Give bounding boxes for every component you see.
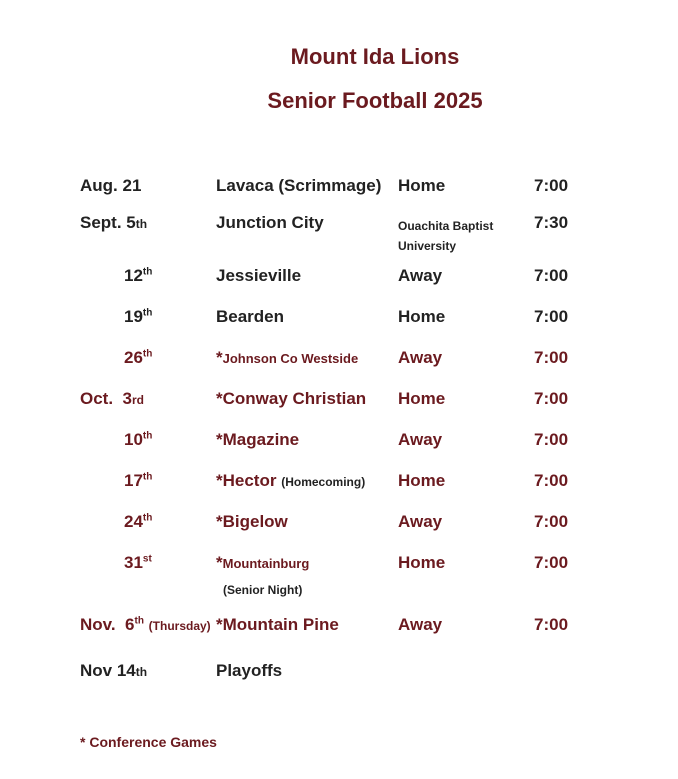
game-time: 7:00	[534, 512, 569, 531]
date-suffix: th	[135, 217, 148, 231]
game-location: Home	[398, 553, 446, 572]
game-date: Aug. 21	[80, 176, 142, 195]
date-suffix: th	[142, 471, 153, 483]
game-location: Home	[398, 176, 446, 195]
game-opponent	[216, 472, 365, 489]
date-suffix: th	[142, 307, 153, 319]
date-main: 17	[124, 471, 143, 490]
game-date	[80, 662, 147, 679]
game-time: 7:00	[534, 430, 569, 449]
game-time: 7:00	[534, 389, 569, 408]
opponent-name: Mountainburg	[222, 556, 310, 571]
game-time: 7:00	[534, 176, 569, 195]
game-time: 7:00	[534, 471, 569, 490]
game-time: 7:00	[534, 553, 569, 572]
date-main: 10	[124, 430, 143, 449]
game-location: Home	[398, 389, 446, 408]
game-time: 7:00	[534, 615, 569, 634]
game-location: Away	[398, 348, 443, 367]
game-time: 7:30	[534, 213, 569, 232]
game-opponent: *Magazine	[216, 430, 300, 449]
date-main: 31	[124, 553, 143, 572]
date-main: 24	[124, 512, 143, 531]
game-date	[80, 616, 211, 633]
game-opponent: Jessieville	[216, 266, 302, 285]
date-main: Oct. 3	[80, 389, 132, 408]
date-suffix: th	[142, 266, 153, 278]
game-location: Ouachita Baptist University	[398, 219, 494, 253]
opponent-name: *Hector	[216, 471, 277, 490]
date-main: 12	[124, 266, 143, 285]
date-main: Nov 14	[80, 661, 136, 680]
game-location: Away	[398, 266, 443, 285]
game-opponent: Playoffs	[216, 661, 283, 680]
date-suffix: th	[142, 512, 153, 524]
game-location: Home	[398, 471, 446, 490]
game-date	[80, 214, 147, 231]
game-opponent: *Bigelow	[216, 512, 288, 531]
game-opponent	[216, 554, 309, 571]
date-main: Nov. 6	[80, 615, 135, 634]
game-location: Away	[398, 512, 443, 531]
game-date	[80, 390, 144, 407]
game-opponent: Bearden	[216, 307, 285, 326]
date-main: Sept. 5	[80, 213, 136, 232]
game-date	[124, 349, 152, 366]
game-date	[124, 308, 152, 325]
date-suffix: rd	[131, 393, 144, 407]
conference-star: *	[216, 348, 223, 367]
date-suffix: th	[134, 615, 144, 627]
game-time: 7:00	[534, 266, 569, 285]
opponent-note: (Senior Night)	[223, 583, 303, 597]
game-date	[124, 472, 152, 489]
date-main: 26	[124, 348, 143, 367]
date-note: (Thursday)	[148, 619, 211, 633]
season-title: Senior Football 2025	[267, 88, 483, 113]
conference-footnote: * Conference Games	[80, 734, 217, 750]
game-opponent: *Mountain Pine	[216, 615, 339, 634]
game-location: Home	[398, 307, 446, 326]
game-opponent: Lavaca (Scrimmage)	[216, 176, 382, 195]
game-time: 7:00	[534, 307, 569, 326]
game-date	[124, 513, 152, 530]
game-time: 7:00	[534, 348, 569, 367]
date-suffix: th	[142, 348, 153, 360]
game-location: Away	[398, 615, 443, 634]
opponent-name: Johnson Co Westside	[222, 351, 359, 366]
date-suffix: st	[142, 553, 152, 565]
game-date	[124, 554, 152, 571]
date-suffix: th	[135, 665, 148, 679]
game-date	[124, 431, 152, 448]
game-opponent: *Conway Christian	[216, 389, 367, 408]
game-opponent: Junction City	[216, 213, 324, 232]
date-suffix: th	[142, 430, 153, 442]
conference-star: *	[216, 553, 223, 572]
opponent-note: (Homecoming)	[281, 475, 366, 489]
date-main: 19	[124, 307, 143, 326]
game-date	[124, 267, 152, 284]
game-location: Away	[398, 430, 443, 449]
team-title: Mount Ida Lions	[290, 44, 460, 69]
game-opponent	[216, 349, 358, 366]
